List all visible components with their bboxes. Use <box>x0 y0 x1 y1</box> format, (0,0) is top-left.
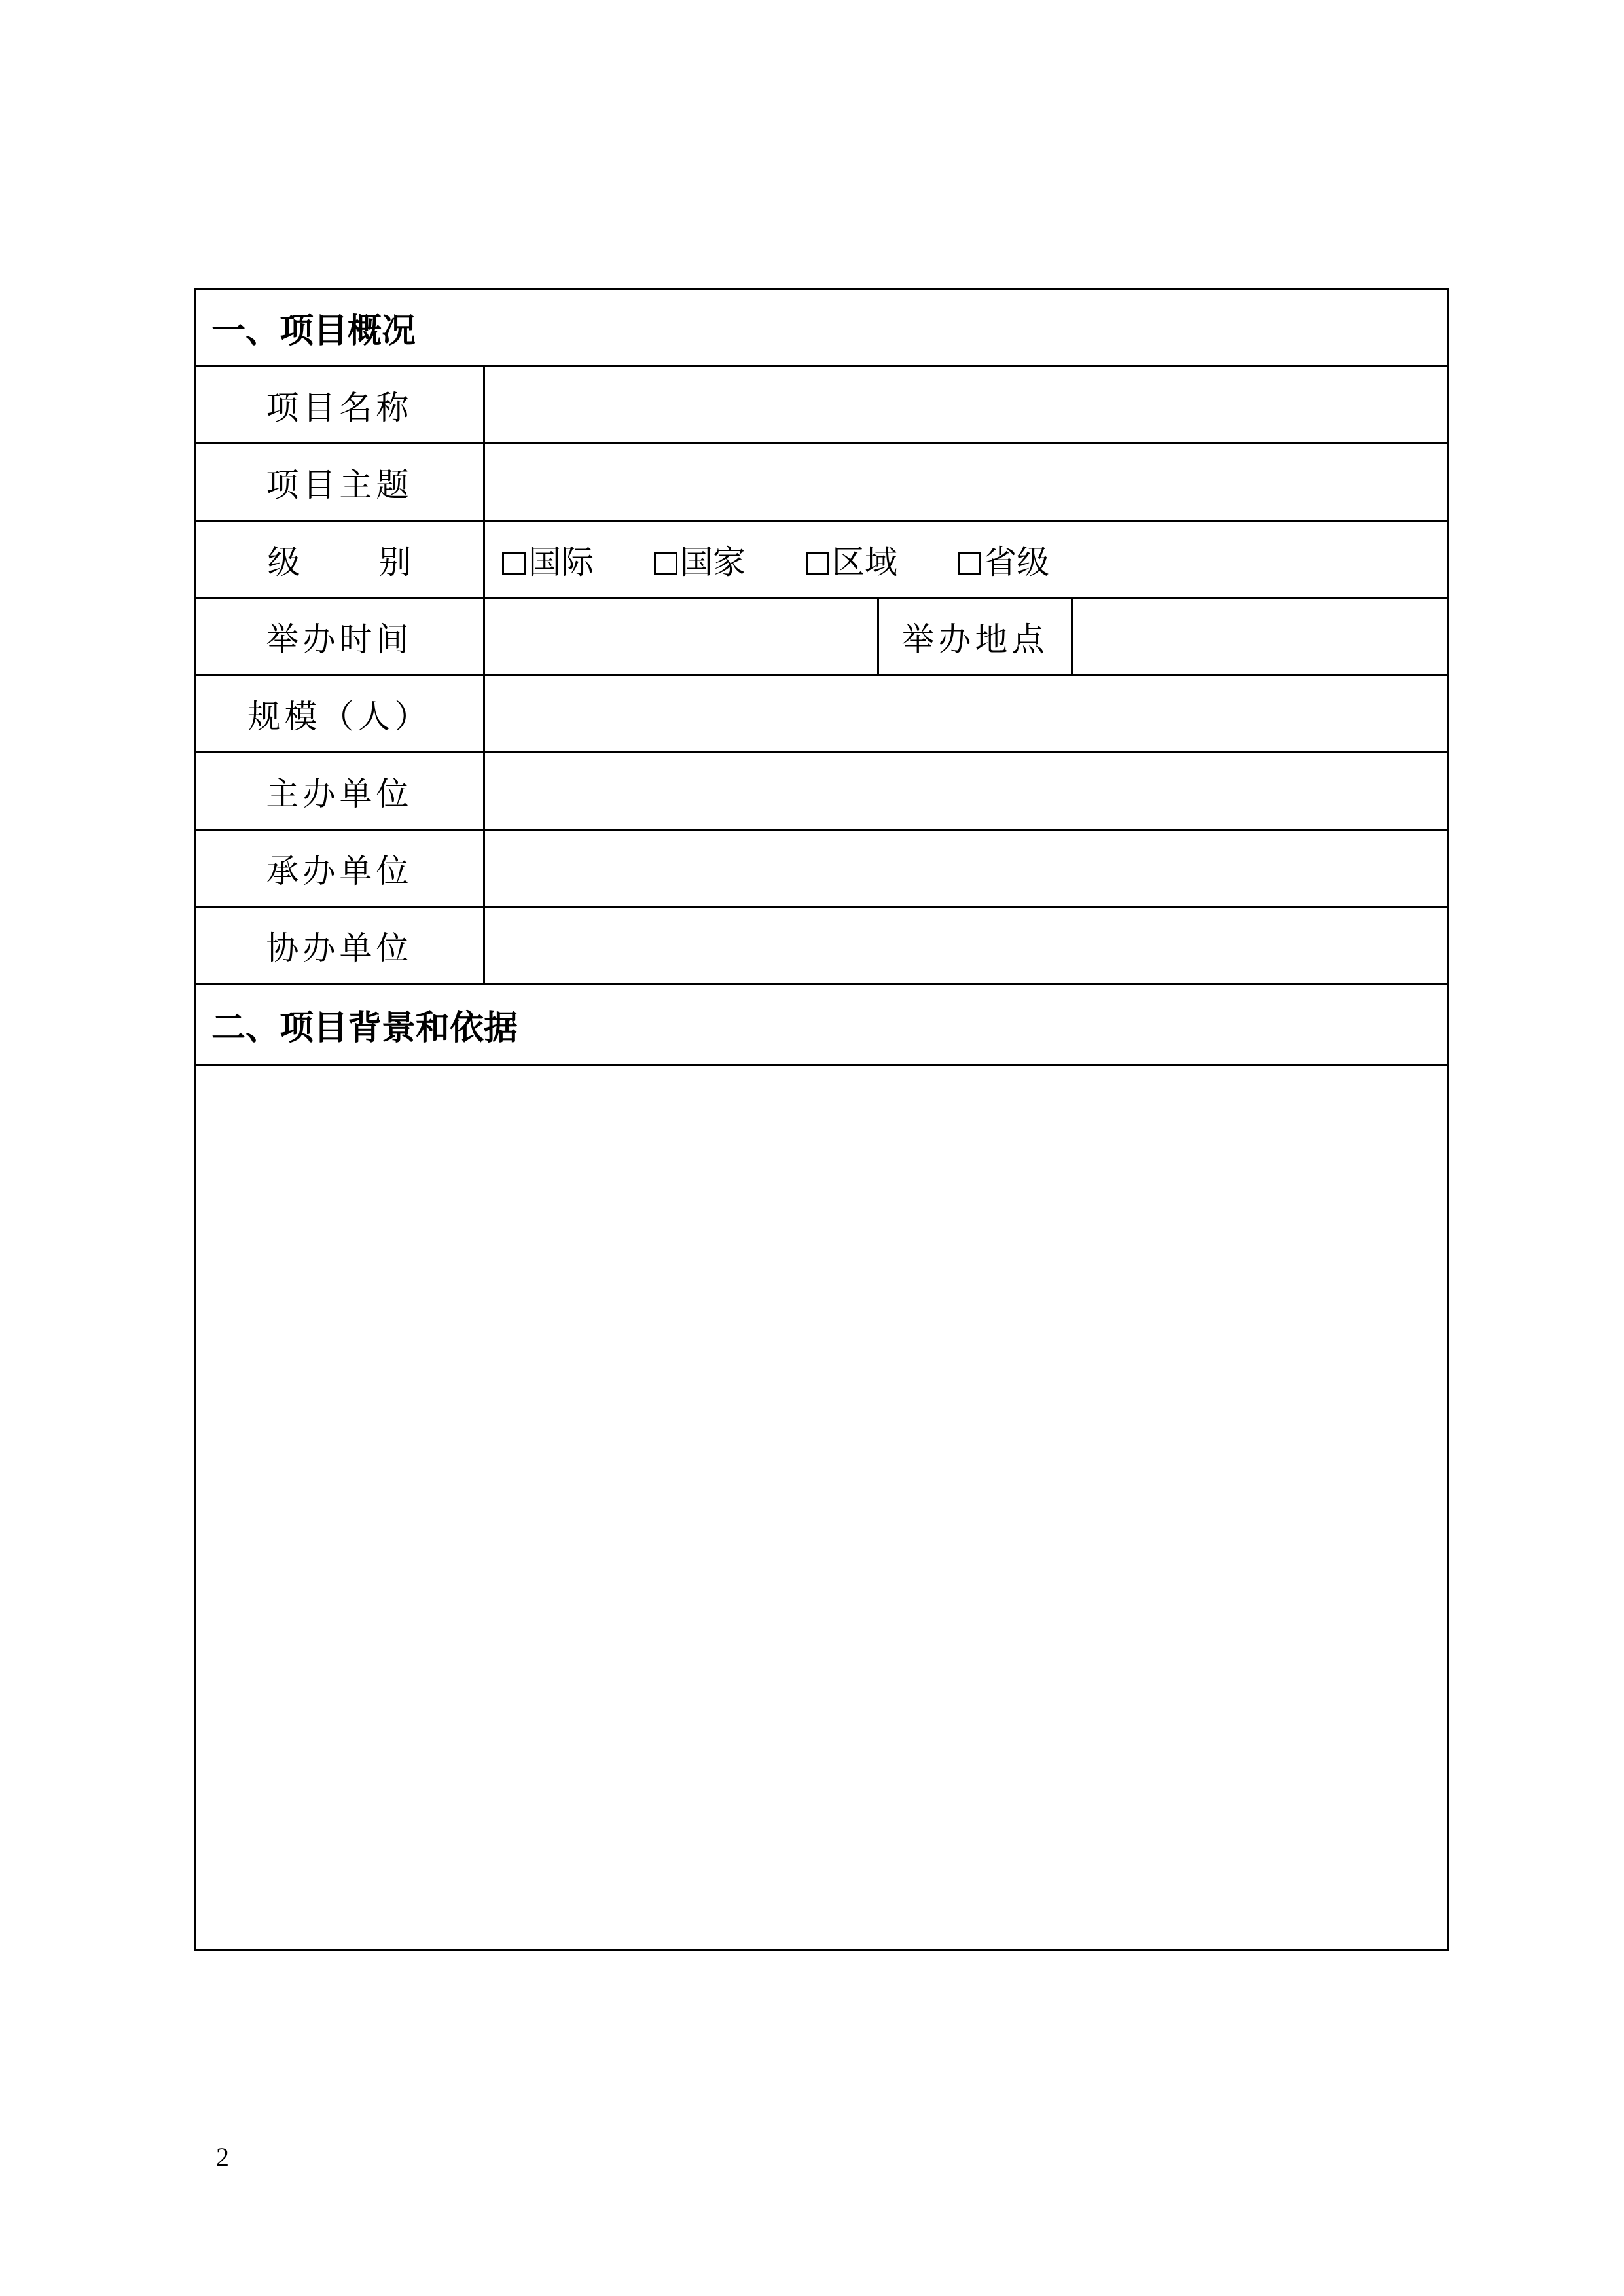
level-option-provincial[interactable] <box>958 536 1049 583</box>
form-row-project-theme <box>195 444 1448 521</box>
form-row-background <box>195 1066 1448 1950</box>
level-label <box>195 521 484 598</box>
level-option-label: 区域 <box>832 543 897 581</box>
event-time-field[interactable] <box>484 598 878 675</box>
project-name-field[interactable] <box>484 367 1448 444</box>
level-options <box>484 521 1448 598</box>
event-location-field[interactable] <box>1072 598 1448 675</box>
form-row-co-organizer <box>195 907 1448 984</box>
level-label-part-1: 级 <box>267 543 300 581</box>
scale-label: 规模（人） <box>195 675 484 753</box>
project-theme-label: 项目主题 <box>195 444 484 521</box>
level-label-part-2: 别 <box>378 543 412 581</box>
checkbox-icon[interactable] <box>806 552 829 575</box>
form-row-scale <box>195 675 1448 753</box>
host-unit-label: 主办单位 <box>195 753 484 830</box>
co-organizer-unit-field[interactable] <box>484 907 1448 984</box>
form-row-organizer <box>195 830 1448 907</box>
checkbox-icon[interactable] <box>502 552 526 575</box>
event-time-label: 举办时间 <box>195 598 484 675</box>
organizer-unit-label: 承办单位 <box>195 830 484 907</box>
level-option-regional[interactable] <box>806 536 897 583</box>
level-option-label: 国家 <box>680 543 746 581</box>
form-row-level <box>195 521 1448 598</box>
checkbox-icon[interactable] <box>654 552 677 575</box>
co-organizer-unit-label: 协办单位 <box>195 907 484 984</box>
form-row-project-name <box>195 367 1448 444</box>
scale-field[interactable] <box>484 675 1448 753</box>
project-background-textarea[interactable] <box>195 1066 1448 1950</box>
section-header-row <box>195 289 1448 367</box>
level-option-international[interactable] <box>502 536 594 583</box>
level-option-label: 省级 <box>984 543 1049 581</box>
form-row-host <box>195 753 1448 830</box>
level-option-national[interactable] <box>654 536 746 583</box>
host-unit-field[interactable] <box>484 753 1448 830</box>
section-1-title: 一、项目概况 <box>195 289 1448 367</box>
checkbox-icon[interactable] <box>958 552 981 575</box>
organizer-unit-field[interactable] <box>484 830 1448 907</box>
form-row-time-location <box>195 598 1448 675</box>
section-2-title: 二、项目背景和依据 <box>195 984 1448 1066</box>
section-header-row <box>195 984 1448 1066</box>
page-number: 2 <box>216 2142 229 2172</box>
level-option-label: 国际 <box>528 543 594 581</box>
application-form-table <box>194 288 1449 1951</box>
project-name-label: 项目名称 <box>195 367 484 444</box>
project-theme-field[interactable] <box>484 444 1448 521</box>
event-location-label: 举办地点 <box>878 598 1072 675</box>
